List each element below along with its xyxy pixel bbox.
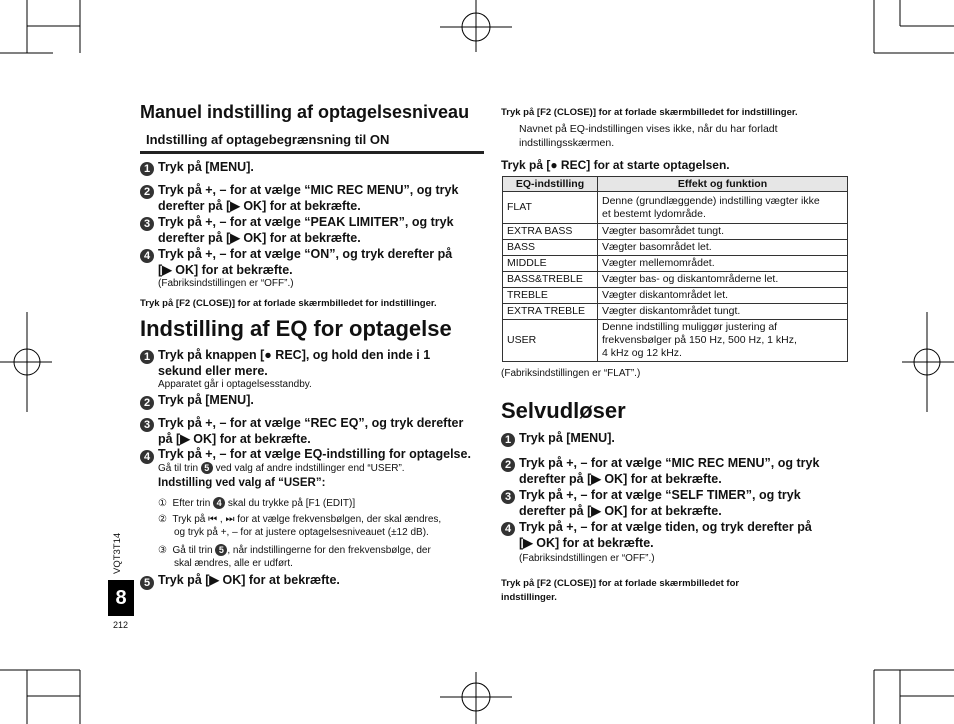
user-item-3: ③ Gå til trin 5 , når indstillingerne for den frekvensbølge, der skal ændres, alle er udført. [158, 545, 431, 569]
section-title-rec-level: Manuel indstilling af optagelsesniveau [140, 102, 470, 122]
step-number: 4 [140, 249, 154, 263]
table-row: BASS&TREBLE Vægter bas- og diskantområderne let. [503, 272, 848, 288]
s1-step-4: Tryk på +, – for at vælge “ON”, og tryk derefter på [▶ OK] for at bekræfte. [158, 247, 453, 277]
s2-step-2: Tryk på [MENU]. [158, 393, 254, 407]
page-total: 212 [113, 620, 129, 630]
section-title-self-timer: Selvudløser [501, 398, 626, 423]
s3-step-3: Tryk på +, – for at vælge “SELF TIMER”, og tryk derefter på [▶ OK] for at bekræfte. [519, 488, 801, 518]
eq-table-header: EQ-indstilling [503, 177, 598, 192]
user-item-1: ① Efter trin 4 skal du trykke på [F1 (EDIT)] [158, 498, 356, 509]
step-ref: 5 [201, 462, 213, 474]
s2-step4-note: Gå til trin 5 ved valg af andre indstillinger end “USER”. [158, 463, 405, 474]
close-instruction-bottom: Tryk på [F2 (CLOSE)] for at forlade skærmbilledet for indstillinger. [501, 578, 740, 603]
step-ref: 5 [215, 544, 227, 556]
s3-step-1: Tryk på [MENU]. [519, 431, 615, 445]
step-ref: 4 [213, 497, 225, 509]
section-title-eq: Indstilling af EQ for optagelse [140, 316, 452, 341]
step-number: 4 [140, 450, 154, 464]
user-heading: Indstilling ved valg af “USER”: [158, 477, 326, 489]
s1-note: (Fabriksindstillingen er “OFF”.) [158, 278, 294, 289]
page-number-tab: 8 [108, 580, 134, 616]
step-number: 1 [501, 433, 515, 447]
table-row: FLAT Denne (grundlæggende) indstilling vægter ikke et bestemt lydområde. [503, 192, 848, 224]
s1-step-3: Tryk på +, – for at vælge “PEAK LIMITER”, og tryk derefter på [▶ OK] for at bekræfte. [158, 215, 454, 245]
step-number: 3 [140, 418, 154, 432]
s1-step-2: Tryk på +, – for at vælge “MIC REC MENU”, og tryk derefter på [▶ OK] for at bekræfte. [158, 183, 459, 213]
user-item-2: ② Tryk på ⏮ , ⏭ for at vælge frekvensbølgen, der skal ændres, og tryk på +, – for at justere optagelsesniveauet (±12 dB). [158, 514, 442, 538]
doc-code: VQT3T14 [112, 532, 123, 574]
eq-table [502, 176, 848, 362]
step-number: 2 [140, 185, 154, 199]
step-number: 1 [140, 350, 154, 364]
step-number: 2 [140, 396, 154, 410]
s2-step-4: Tryk på +, – for at vælge EQ-indstilling for optagelse. [158, 447, 471, 461]
step-number: 1 [140, 162, 154, 176]
s3-note: (Fabriksindstillingen er “OFF”.) [519, 553, 655, 564]
s2-step-3: Tryk på +, – for at vælge “REC EQ”, og tryk derefter på [▶ OK] for at bekræfte. [158, 416, 464, 446]
step-number: 5 [140, 576, 154, 590]
table-row: TREBLE Vægter diskantområdet let. [503, 288, 848, 304]
step-number: 2 [501, 458, 515, 472]
s1-step-1: Tryk på [MENU]. [158, 160, 254, 174]
table-row: EXTRA TREBLE Vægter diskantområdet tungt. [503, 304, 848, 320]
step-number: 3 [501, 490, 515, 504]
s1-close-instruction: Tryk på [F2 (CLOSE)] for at forlade skærmbilledet for indstillinger. [140, 298, 437, 309]
table-note: (Fabriksindstillingen er “FLAT”.) [501, 368, 641, 379]
section-subtitle-limiter: Indstilling af optagebegrænsning til ON [146, 132, 390, 147]
table-row: EXTRA BASS Vægter basområdet tungt. [503, 224, 848, 240]
s2-step-5: Tryk på [▶ OK] for at bekræfte. [158, 573, 340, 587]
subtitle-rule [140, 151, 484, 154]
s3-step-2: Tryk på +, – for at vælge “MIC REC MENU”, og tryk derefter på [▶ OK] for at bekræfte. [519, 456, 820, 486]
s3-step-4: Tryk på +, – for at vælge tiden, og tryk derefter på [▶ OK] for at bekræfte. [519, 520, 812, 550]
close-note: Navnet på EQ-indstillingen vises ikke, når du har forladt indstillingsskærmen. [519, 123, 778, 149]
step-number: 3 [140, 217, 154, 231]
table-row: BASS Vægter basområdet let. [503, 240, 848, 256]
step-number: 4 [501, 522, 515, 536]
table-row: USER Denne indstilling muliggør justering af frekvensbølger på 150 Hz, 500 Hz, 1 kHz, 4 kHz og 12 kHz. [503, 320, 848, 362]
eq-table-header: Effekt og funktion [598, 177, 848, 192]
s2-step-1: Tryk på knappen [● REC], og hold den inde i 1 sekund eller mere. [158, 348, 431, 378]
s2-step1-note: Apparatet går i optagelsesstandby. [158, 379, 312, 390]
rec-start-line: Tryk på [● REC] for at starte optagelsen. [501, 158, 730, 172]
close-instruction-top: Tryk på [F2 (CLOSE)] for at forlade skærmbilledet for indstillinger. [501, 107, 798, 118]
table-row: MIDDLE Vægter mellemområdet. [503, 256, 848, 272]
